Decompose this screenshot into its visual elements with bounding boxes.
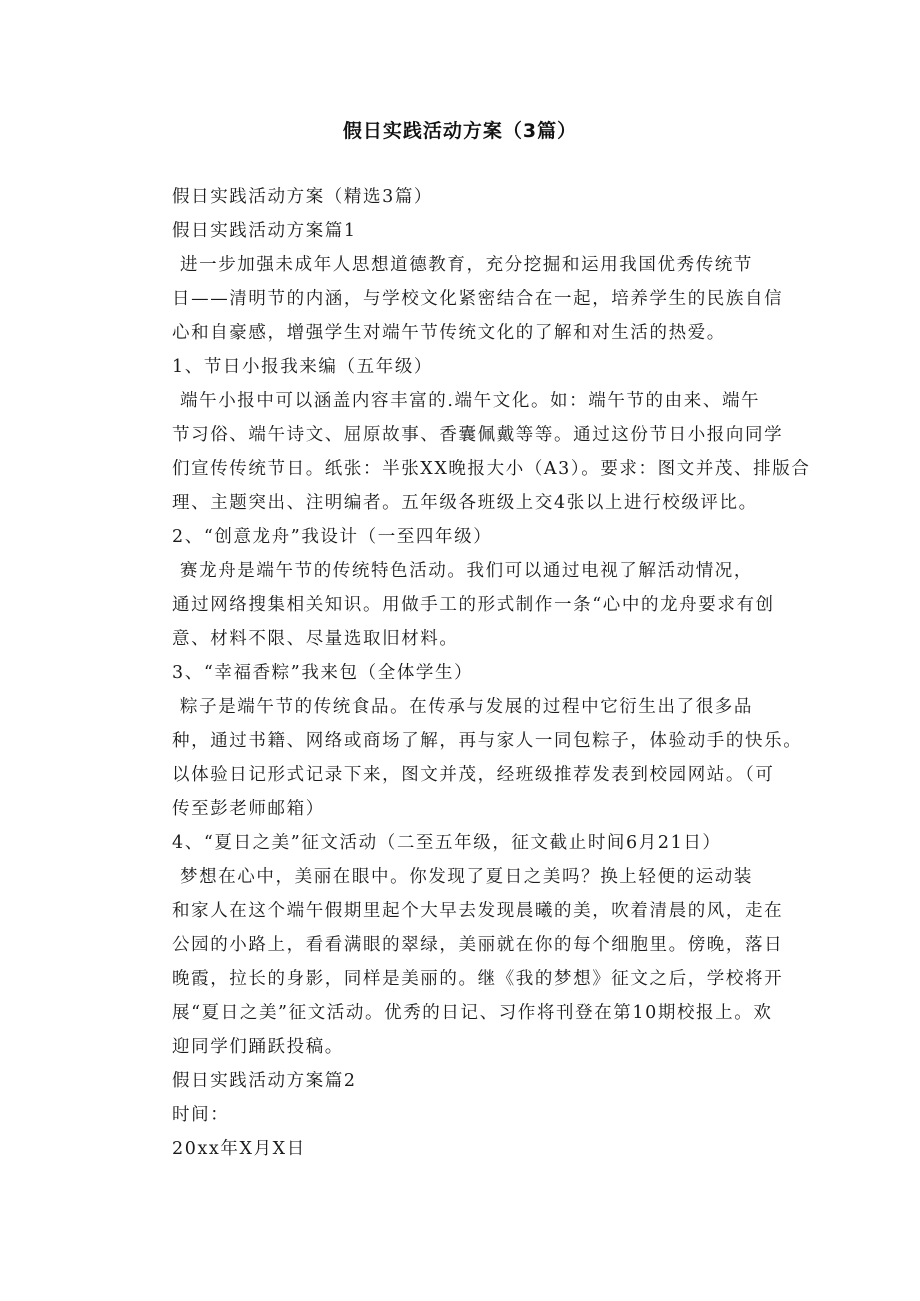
date-line: 20xx年X月X日 xyxy=(172,1139,306,1159)
section-heading-1: 假日实践活动方案篇1 xyxy=(172,221,357,241)
paragraph-item-1: 端午小报中可以涵盖内容丰富的.端午文化。如：端午节的由来、端午 节习俗、端午诗文、屈原故事、香囊佩戴等等。通过这份节日小报向同学 们宣传传统节日。纸张：半张XX晚报大小（A3）。要求：图文并茂、排版合 理、主题突出、注明编者。五年级各班级上交4张以上进行校级评比。 xyxy=(172,391,811,513)
item-heading-2: 2、“创意龙舟”我设计（一至四年级） xyxy=(172,527,493,547)
document-body xyxy=(172,180,811,1166)
item-heading-1: 1、节日小报我来编（五年级） xyxy=(172,357,434,377)
paragraph-intro: 进一步加强未成年人思想道德教育，充分挖掘和运用我国优秀传统节 日——清明节的内涵，与学校文化紧密结合在一起，培养学生的民族自信 心和自豪感，增强学生对端午节传统文化的了解和对生活的热爱。 xyxy=(172,255,784,343)
item-heading-3: 3、“幸福香粽”我来包（全体学生） xyxy=(172,663,474,683)
section-heading-2: 假日实践活动方案篇2 xyxy=(172,1071,357,1091)
item-heading-4: 4、“夏日之美”征文活动（二至五年级，征文截止时间6月21日） xyxy=(172,833,722,853)
paragraph-item-2: 赛龙舟是端午节的传统特色活动。我们可以通过电视了解活动情况， 通过网络搜集相关知识。用做手工的形式制作一条“心中的龙舟要求有创 意、材料不限、尽量选取旧材料。 xyxy=(172,561,775,649)
time-label: 时间： xyxy=(172,1105,230,1125)
paragraph-item-4: 梦想在心中，美丽在眼中。你发现了夏日之美吗？换上轻便的运动装 和家人在这个端午假期里起个大早去发现晨曦的美，吹着清晨的风，走在 公园的小路上，看看满眼的翠绿，美丽就在你的每个细胞里。傍晚，落日 晚霞，拉长的身影，同样是美丽的。继《我的梦想》征文之后，学校将开 展“夏日之美”征文活动。优秀的日记、习作将刊登在第10期校报上。欢 迎同学们踊跃投稿。 xyxy=(172,867,784,1057)
subtitle-line: 假日实践活动方案（精选3篇） xyxy=(172,187,434,207)
paragraph-item-3: 粽子是端午节的传统食品。在传承与发展的过程中它衍生出了很多品 种，通过书籍、网络或商场了解，再与家人一同包粽子，体验动手的快乐。 以体验日记形式记录下来，图文并茂，经班级推荐发表到校园网站。（可 传至彭老师邮箱） xyxy=(172,697,803,819)
document-title: 假日实践活动方案（3篇） xyxy=(342,120,578,142)
